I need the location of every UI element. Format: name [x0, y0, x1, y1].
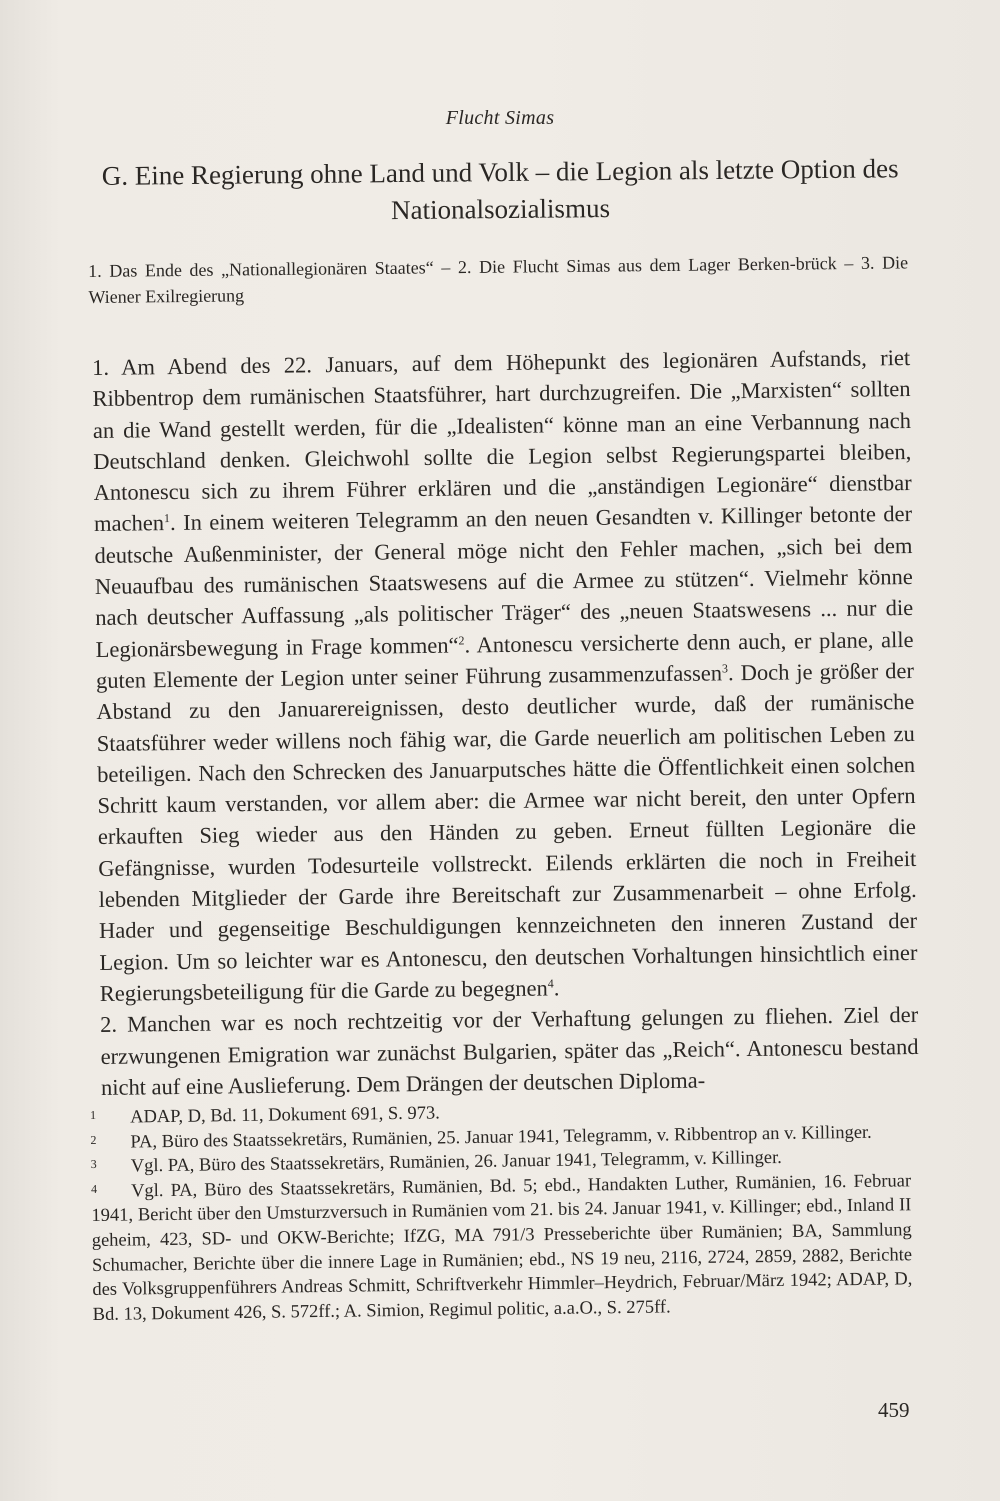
running-head: Flucht Simas [445, 107, 555, 129]
footnote-text: Vgl. PA, Büro des Staatssekretärs, Rumänien, 26. Januar 1941, Telegramm, v. Killinger. [130, 1148, 782, 1177]
paragraph-1-part-2: . In einem weiteren Telegramm an den neuen Gesandten v. Killinger betonte der deutsche Außenminister, der General möge nicht den Fehler machen, „sich bei dem Neuaufbau des rumänischen Staatswesens auf die Armee zu stützen“. Vielmehr könne nach deutscher Auffassung „als politischer Träger“ des „neuen Staatswesens ... nur die Legionärsbewegung in Frage kommen“ [94, 501, 914, 662]
footnote-text: Vgl. PA, Büro des Staatssekretärs, Rumänien, Bd. 5; ebd., Handakten Luther, Rumänien, 16. Februar 1941, Bericht über den Umsturzversuch in Rumänien vom 21. bis 24. Januar 1941, v. Killinger; ebd., Inland II geheim, 423, SD- und OKW-Berichte; IfZG, MA 791/3 Presseberichte über Rumänien; BA, Sammlung Schumacher, Berichte über die innere Lage in Rumänien; ebd., NS 19 neu, 2116, 2724, 2859, 2882, Berichte des Volksgruppenführers Andreas Schmitt, Schriftverkehr Himmler–Heydrich, Februar/März 1942; ADAP, D, Bd. 13, Dokument 426, S. 572ff.; A. Simion, Regimul politic, a.a.O., S. 275ff. [91, 1171, 913, 1325]
footnote-number: 2 [90, 1132, 97, 1147]
footnote [91, 1169, 913, 1327]
paragraph-1-part-4: . Doch je größer der Abstand zu den Januarereignissen, desto deutlicher wurde, daß der rumänische Staatsführer weder willens noch fähig war, die Garde neuerlich am politischen Leben zu beteiligen. Nach den Schrecken des Januarputsches hätte die Öffentlichkeit einen solchen Schritt kaum verstanden, vor allem aber: die Armee war nicht bereit, den unter Opfern erkauften Sieg wieder aus den Händen zu geben. Erneut füllten Legionäre die Gefängnisse, wurden Todesurteile vollstreckt. Eilends erklärten die noch in Freiheit lebenden Mitglieder der Garde ihre Bereitschaft zur Zusammenarbeit – ohne Erfolg. Hader und gegenseitige Beschuldigungen kennzeichneten den inneren Zustand der Legion. Um so leichter war es Antonescu, den deutschen Vorhaltungen hinsichtlich einer Regierungsbeteiligung für die Garde zu begegnen [96, 657, 918, 1006]
chapter-title: G. Eine Regierung ohne Land und Volk – die Legion als letzte Option des Nationalsozialismus [101, 153, 899, 226]
paragraph-1 [92, 342, 918, 1009]
paragraph-1-part-1: 1. Am Abend des 22. Januars, auf dem Höhepunkt des legionären Aufstands, riet Ribbentrop dem rumänischen Staatsführer, hart durchzugreifen. Die „Marxisten“ sollten an die Wand gestellt werden, für die „Idealisten“ könne man an eine Verbannung nach Deutschland denken. Gleichwohl sollte die Legion selbst Regierungspartei bleiben, Antonescu sich zu ihrem Führer erklären und die „anständigen Legionäre“ dienstbar machen [92, 345, 912, 537]
footnote-ref-1: 1 [163, 511, 171, 526]
footnotes [90, 1095, 913, 1327]
footnote-number: 3 [90, 1157, 97, 1172]
paragraph-2: 2. Manchen war es noch rechtzeitig vor der Verhaftung gelungen zu fliehen. Ziel der erzwungenen Emigration war zunächst Bulgarien, später das „Reich“. Antonescu bestand nicht auf eine Auslieferung. Dem Drängen der deutschen Diploma- [100, 1002, 919, 1100]
paragraph-1-part-5: . [553, 975, 560, 1001]
footnote-text: ADAP, D, Bd. 11, Dokument 691, S. 973. [130, 1103, 440, 1128]
footnote-ref-2: 2 [458, 633, 465, 648]
footnote-ref-4: 4 [547, 976, 554, 991]
footnote-ref-3: 3 [721, 661, 729, 676]
paragraph-1-part-3: . Antonescu versicherte denn auch, er plane, alle guten Elemente der Legion unter seiner Führung zusammenzufassen [95, 626, 914, 693]
footnote-text: PA, Büro des Staatssekretärs, Rumänien, 25. Januar 1941, Telegramm, v. Ribbentrop an v. Killinger. [130, 1122, 872, 1153]
body-text [92, 342, 919, 1103]
footnote-number: 4 [90, 1181, 98, 1196]
chapter-synopsis: 1. Das Ende des „Nationallegionären Staates“ – 2. Die Flucht Simas aus dem Lager Berken-brück – 3. Die Wiener Exilregierung [88, 252, 909, 307]
footnote-number: 1 [90, 1107, 97, 1122]
page-number: 459 [878, 1398, 910, 1422]
